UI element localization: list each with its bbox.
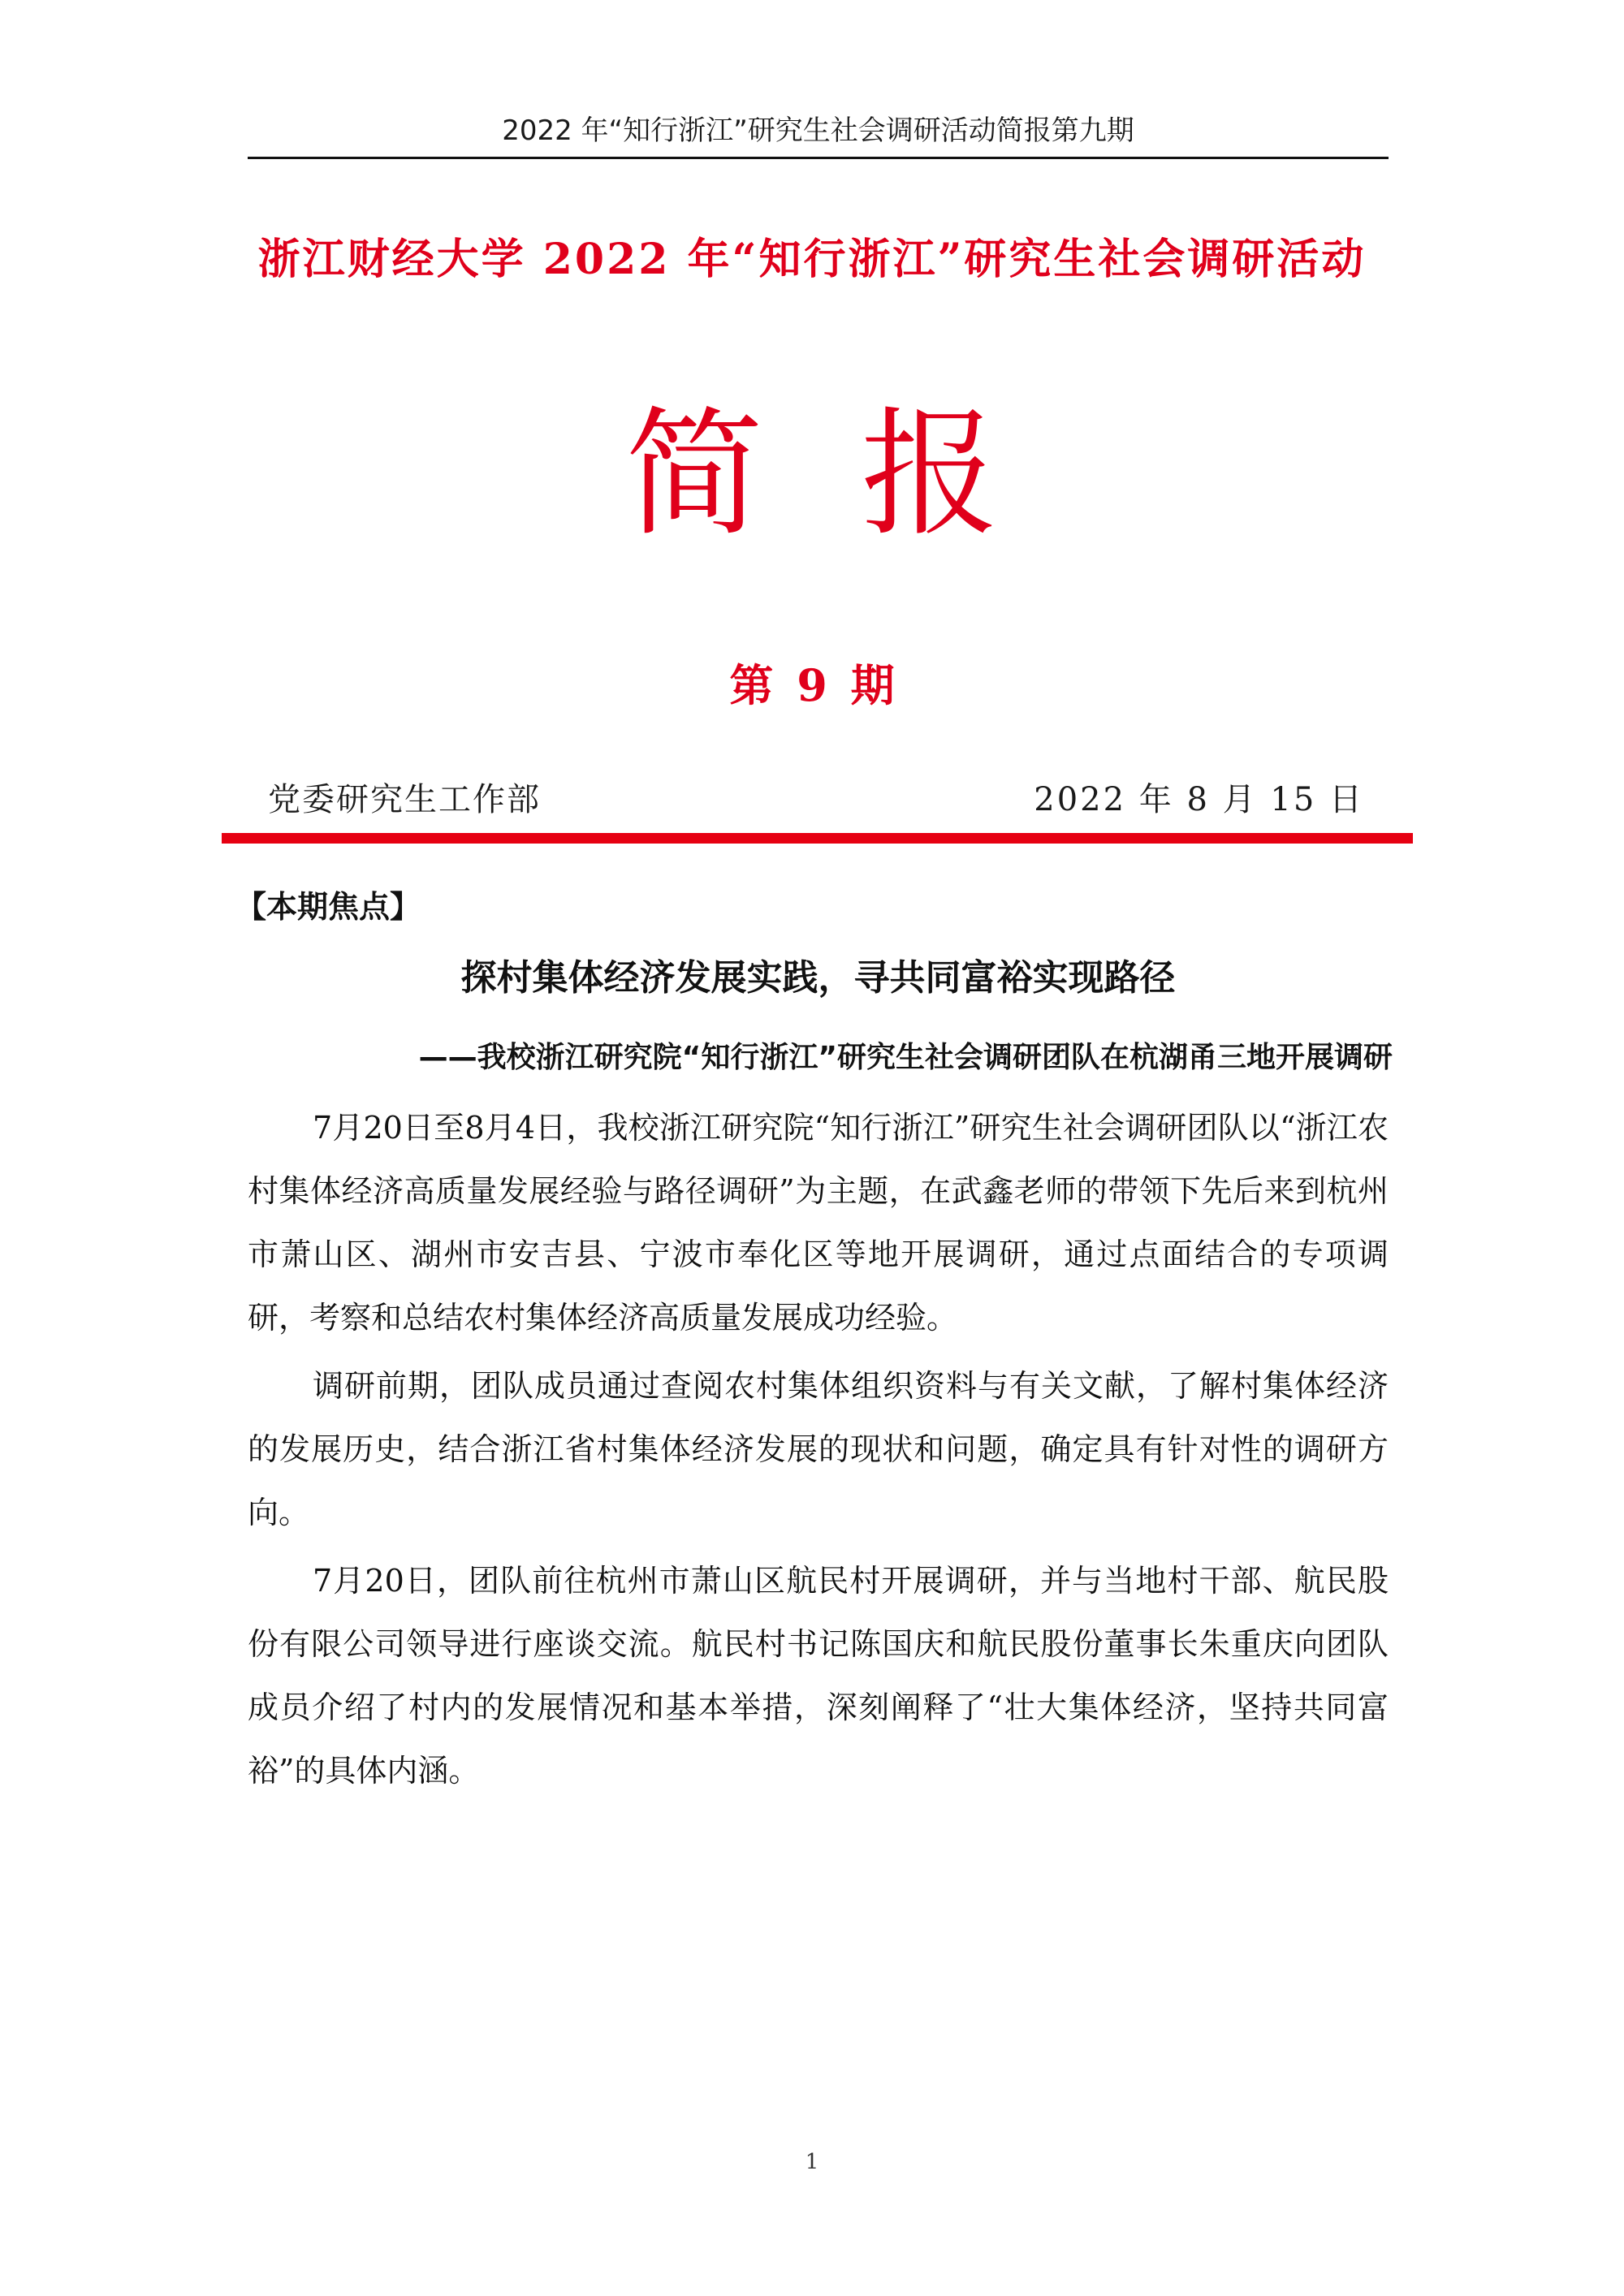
body-paragraph: 7月20日至8月4日，我校浙江研究院“知行浙江”研究生社会调研团队以“浙江农村集体经济高质量发展经验与路径调研”为主题，在武鑫老师的带领下先后来到杭州市萧山区、湖州市安吉县、宁波市奉化区等地开展调研，通过点面结合的专项调研，考察和总结农村集体经济高质量发展成功经验。: [248, 1110, 1389, 1336]
focus-label: 【本期焦点】: [235, 888, 421, 925]
body-paragraph: 调研前期，团队成员通过查阅农村集体组织资料与有关文献，了解村集体经济的发展历史，结合浙江省村集体经济发展的现状和问题，确定具有针对性的调研方向。: [248, 1368, 1389, 1530]
page-number: 1: [805, 2150, 819, 2174]
event-title: 浙江财经大学 2022 年“知行浙江”研究生社会调研活动: [257, 235, 1367, 284]
article-title: 探村集体经济发展实践，寻共同富裕实现路径: [460, 957, 1176, 999]
issue-number: 第 9 期: [729, 659, 895, 711]
header-divider: [248, 157, 1389, 159]
publish-date: 2022 年 8 月 15 日: [1034, 781, 1364, 818]
article-body: [248, 1096, 1389, 1807]
publisher: 党委研究生工作部: [268, 781, 541, 818]
body-paragraph: 7月20日，团队前往杭州市萧山区航民村开展调研，并与当地村干部、航民股份有限公司领导进行座谈交流。航民村书记陈国庆和航民股份董事长朱重庆向团队成员介绍了村内的发展情况和基本举措，深刻阐释了“壮大集体经济，坚持共同富裕”的具体内涵。: [248, 1563, 1389, 1789]
bulletin-title: 简报: [624, 395, 1096, 555]
running-header: 2022 年“知行浙江”研究生社会调研活动简报第九期: [502, 114, 1134, 147]
article-subtitle: ——我校浙江研究院“知行浙江”研究生社会调研团队在杭湖甬三地开展调研: [418, 1041, 1393, 1074]
red-divider: [222, 833, 1413, 844]
